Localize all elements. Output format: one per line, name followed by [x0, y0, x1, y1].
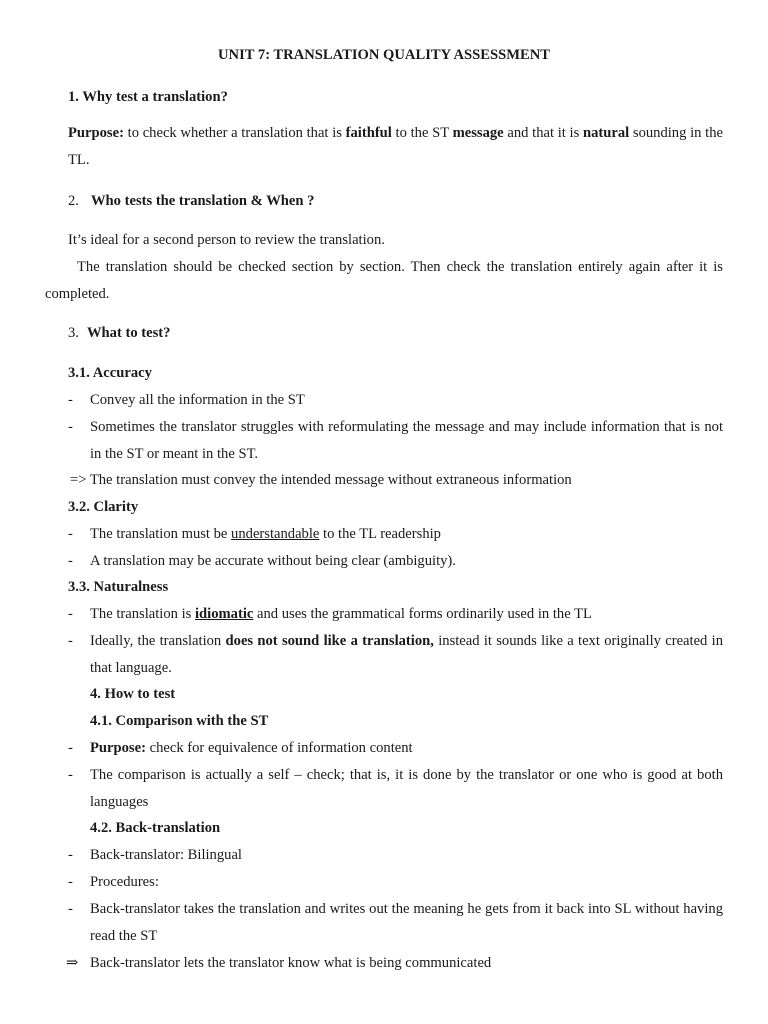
- document-title: UNIT 7: TRANSLATION QUALITY ASSESSMENT: [218, 47, 550, 63]
- list-item: - A translation may be accurate without being clear (ambiguity).: [68, 553, 456, 569]
- back-translation-conclusion: ⇒ Back-translator lets the translator know what is being communicated: [68, 950, 723, 977]
- clarity-heading: 3.2. Clarity: [68, 499, 139, 515]
- list-item: - The translation is idiomatic and uses the grammatical forms ordinarily used in the TL: [68, 606, 592, 622]
- comparison-heading: 4.1. Comparison with the ST: [90, 713, 269, 729]
- accuracy-heading: 3.1. Accuracy: [68, 365, 152, 381]
- section-2-line-2: The translation should be checked section by section. Then check the translation entirely again after it is completed.: [45, 259, 723, 302]
- section-3-heading: 3. What to test?: [68, 325, 171, 341]
- list-item: - Procedures:: [68, 874, 159, 890]
- section-2-heading: 2. Who tests the translation & When ?: [68, 193, 315, 209]
- list-item: - Back-translator: Bilingual: [68, 847, 242, 863]
- list-item: - Purpose: check for equivalence of information content: [68, 740, 413, 756]
- list-item: - The translation must be understandable to the TL readership: [68, 526, 441, 542]
- list-item: - Convey all the information in the ST: [68, 392, 305, 408]
- back-translation-heading: 4.2. Back-translation: [90, 820, 221, 836]
- list-item: - Ideally, the translation does not sound like a translation, instead it sounds like a text originally created in that language.: [68, 633, 723, 676]
- list-item: - Sometimes the translator struggles with reformulating the message and may include information that is not in the ST or meant in the ST.: [68, 419, 723, 462]
- section-1-heading: 1. Why test a translation?: [68, 89, 228, 105]
- section-4-heading: 4. How to test: [90, 686, 176, 702]
- list-item: - Back-translator takes the translation and writes out the meaning he gets from it back into SL without having read the ST: [68, 901, 723, 944]
- accuracy-conclusion: => The translation must convey the intended message without extraneous information: [70, 472, 572, 488]
- naturalness-heading: 3.3. Naturalness: [68, 579, 169, 595]
- double-arrow-icon: ⇒: [66, 955, 79, 971]
- list-item: - The comparison is actually a self – check; that is, it is done by the translator or one who is good at both languages: [68, 767, 723, 810]
- section-2-line-1: It’s ideal for a second person to review the translation.: [68, 232, 385, 248]
- section-1-purpose: Purpose: to check whether a translation that is faithful to the ST message and that it is natural sounding in the TL.: [68, 125, 723, 168]
